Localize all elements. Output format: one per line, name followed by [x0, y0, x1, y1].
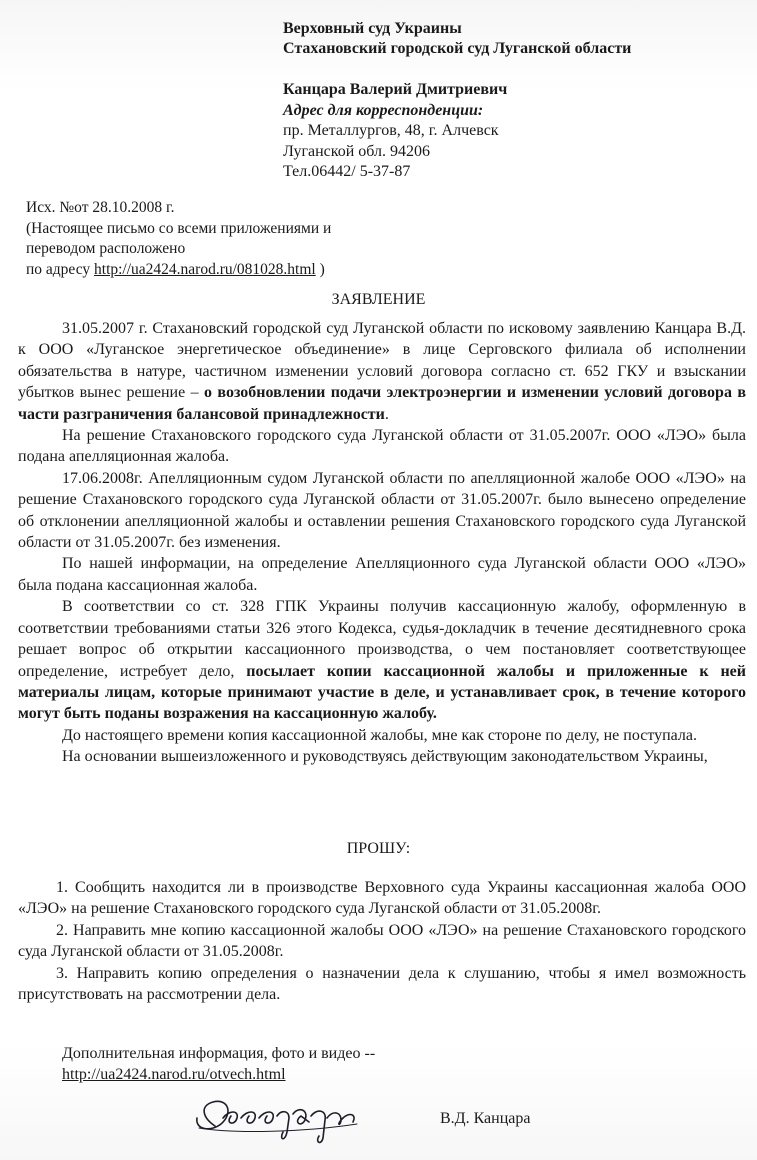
paragraph-4: По нашей информации, на определение Апелляционного суда Луганской области ООО «ЛЭО» была подана кассационная жалоба. — [18, 555, 746, 594]
paragraph-6: До настоящего времени копия кассационной жалобы, мне как стороне по делу, не поступала. — [62, 726, 697, 744]
outgoing-number-block — [26, 198, 446, 280]
sender-street: пр. Металлургов, 48, г. Алчевск — [283, 122, 499, 139]
paragraph-5-text: В соответствии со ст. 328 ГПК Украины получив кассационную жалобу, оформленную в соответствии требованиями статьи 326 этого Кодекса, судья-докладчик в течение десятидневного срока решает вопрос об открытии кассационного производства, о чем постановляет соответствующее определение, истребует дело, — [18, 598, 746, 680]
sender-name: Канцара Валерий Дмитриевич — [283, 81, 508, 98]
addressee-block — [283, 19, 631, 59]
sender-address-label: Адрес для корреспонденции: — [283, 101, 484, 119]
signer-name: В.Д. Канцара — [440, 1110, 531, 1127]
outgoing-note-prefix: по адресу — [26, 260, 95, 278]
outgoing-note-line1: (Настоящее письмо со всеми приложениями и — [26, 219, 332, 237]
paragraph-3: 17.06.2008г. Апелляционным судом Луганской области по апелляционной жалобе ООО «ЛЭО» на решение Стахановского городского суда Луганской области от 31.05.2007г. было вынесено определение об отклонении апелляционной жалобы и оставлении решения Стахановского городского суда Луганской области от 31.05.2007г. без изменения. — [18, 469, 746, 552]
sender-block — [283, 80, 507, 183]
outgoing-note-line3 — [26, 260, 446, 281]
request-title: ПРОШУ: — [346, 840, 411, 857]
handwritten-signature — [185, 1088, 395, 1150]
request-item-3: 3. Направить копию определения о назначении дела к слушанию, чтобы я имел возможность присутствовать на рассмотрении дела. — [18, 964, 746, 1004]
outgoing-note-link[interactable]: http://ua2424.narod.ru/081028.html — [94, 260, 316, 278]
paragraph-1-bold: о возобновлении подачи электроэнергии и изменении условий договора в части разграничения балансовой принадлежности — [18, 384, 746, 423]
request-item-2: 2. Направить мне копию кассационной жалобы ООО «ЛЭО» на решение Стахановского городского суда Луганской области от 31.05.2008г. — [18, 921, 746, 961]
outgoing-number-prefix: Исх. № — [26, 199, 75, 216]
outgoing-note-suffix: ) — [315, 260, 325, 278]
addressee-supreme-court: Верховный суд Украины — [283, 20, 462, 37]
paragraph-1-end: . — [384, 405, 389, 423]
sender-phone: Тел.06442/ 5-37-87 — [283, 163, 411, 180]
sender-region: Луганской обл. 94206 — [283, 142, 431, 160]
extra-info-link[interactable]: http://ua2424.narod.ru/otvech.html — [62, 1066, 286, 1083]
request-list — [18, 877, 746, 1005]
paragraph-1 — [18, 318, 746, 425]
paragraph-7: На основании вышеизложенного и руководствуясь действующим законодательством Украины, — [62, 748, 708, 766]
outgoing-number-date: от 28.10.2008 г. — [74, 199, 175, 216]
statement-body — [18, 318, 746, 768]
paragraph-5 — [18, 596, 746, 724]
paragraph-5-bold: посылает копии кассационной жалобы и приложенные к ней материалы лицам, которые принимают участие в деле, и устанавливает срок, в течение которого могут быть поданы возражения на кассационную жалобу. — [18, 662, 746, 723]
request-item-1: 1. Сообщить находится ли в производстве Верховного суда Украины кассационная жалоба ООО «ЛЭО» на решение Стахановского городского суда Луганской области от 31.05.2008г. — [18, 879, 746, 918]
outgoing-number — [26, 198, 446, 219]
document-title: ЗАЯВЛЕНИЕ — [331, 291, 426, 308]
outgoing-note-line2: переводом расположено — [26, 240, 186, 257]
addressee-city-court: Стахановский городской суд Луганской области — [283, 40, 632, 57]
paragraph-1-text: 31.05.2007 г. Стахановский городской суд Луганской области по исковому заявлению Канцара В.Д. к ООО «Луганское энергетическое объединение» в лице Серговского филиала об исполнении обязательства в натуре, частичном изменении условий договора согласно ст. 652 ГКУ и взыскании убытков вынес решение – — [18, 320, 746, 402]
paragraph-2: На решение Стахановского городского суда Луганской области от 31.05.2007г. ООО «ЛЭО» была подана апелляционная жалоба. — [18, 427, 746, 466]
extra-info-block — [62, 1043, 375, 1085]
extra-info-label: Дополнительная информация, фото и видео -- — [62, 1045, 376, 1062]
